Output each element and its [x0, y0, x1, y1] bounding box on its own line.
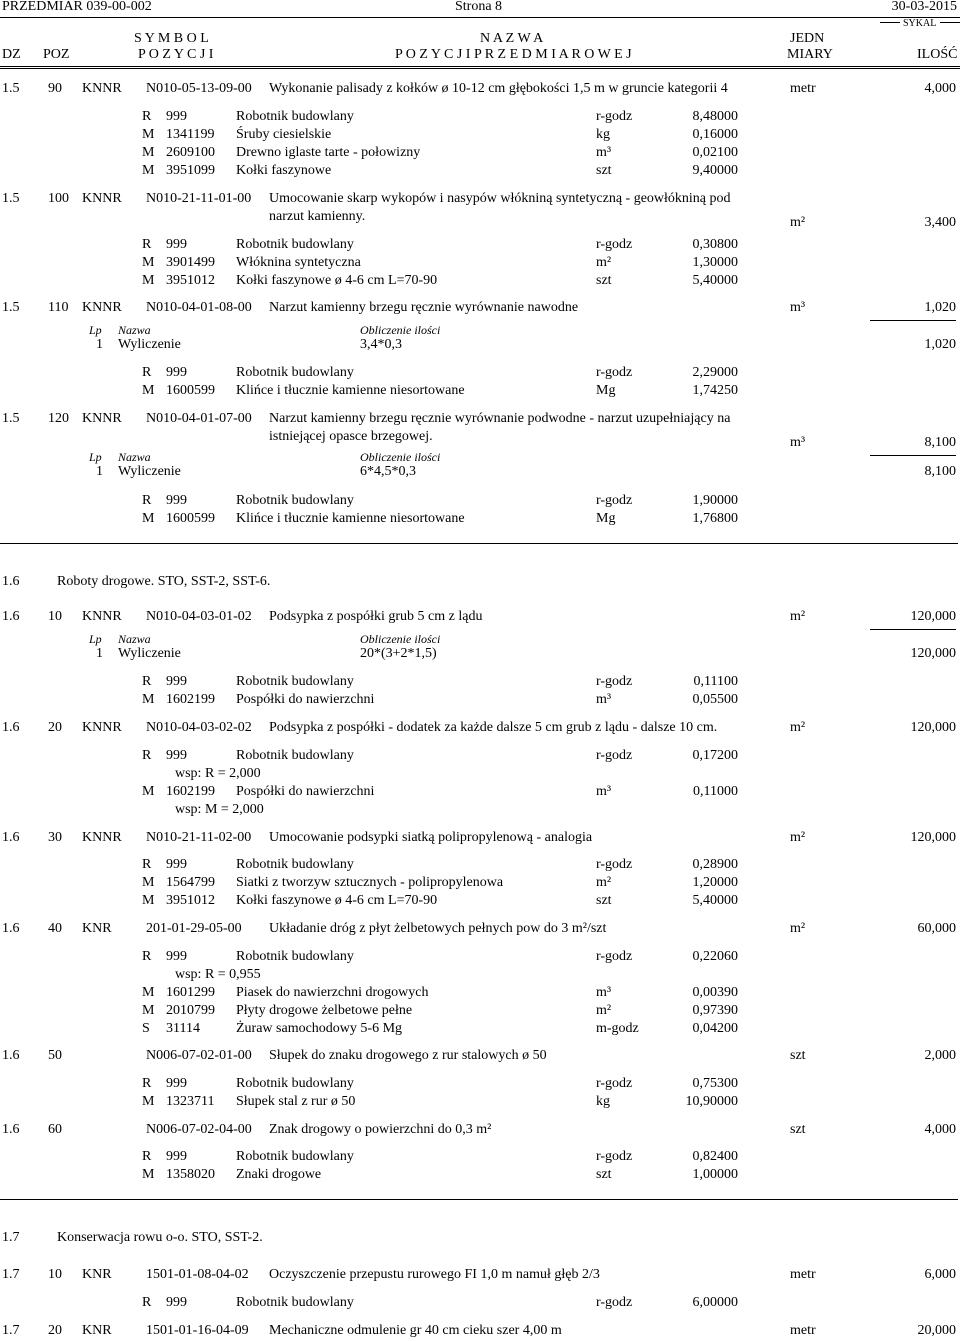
resource-name: Robotnik budowlany	[236, 493, 354, 508]
position-quantity: 60,000	[917, 921, 956, 936]
position-dz: 1.6	[2, 720, 20, 735]
resource-type: R	[142, 748, 152, 763]
catalog-code: KNR	[82, 1267, 112, 1282]
resource-norm: 0,82400	[692, 1149, 738, 1164]
position-symbol: N010-04-03-02-02	[146, 720, 252, 735]
resource-type: M	[142, 511, 155, 526]
resource-code: 1358020	[166, 1167, 215, 1182]
calc-header-nazwa: Nazwa	[118, 323, 151, 337]
resource-norm: 0,97390	[692, 1003, 738, 1018]
position-symbol: 1501-01-08-04-02	[146, 1267, 249, 1282]
resource-norm: 8,48000	[692, 109, 738, 124]
resource-type: M	[142, 383, 155, 398]
col-miary-label: MIARY	[787, 47, 833, 62]
calc-header-nazwa: Nazwa	[118, 632, 151, 646]
doc-title: PRZEDMIAR 039-00-002	[2, 0, 152, 14]
resource-type: R	[142, 109, 152, 124]
position-dz: 1.7	[2, 1323, 20, 1338]
position-description: Oczyszczenie przepustu rurowego FI 1,0 m namuł głęb 2/3	[269, 1267, 600, 1282]
resource-norm: 5,40000	[692, 273, 738, 288]
calc-header-lp: Lp	[89, 323, 102, 337]
resource-norm: 0,05500	[692, 692, 738, 707]
resource-norm: 0,30800	[692, 237, 738, 252]
catalog-code: KNNR	[82, 830, 122, 845]
resource-norm: 9,40000	[692, 163, 738, 178]
position-quantity: 2,000	[924, 1048, 956, 1063]
resource-norm: 0,17200	[692, 748, 738, 763]
resource-name: Robotnik budowlany	[236, 237, 354, 252]
catalog-code: KNNR	[82, 411, 122, 426]
resource-name: Żuraw samochodowy 5-6 Mg	[236, 1021, 403, 1036]
coefficient: wsp: R = 0,955	[175, 967, 261, 982]
coefficient: wsp: R = 2,000	[175, 766, 261, 781]
resource-code: 999	[166, 493, 187, 508]
resource-norm: 0,75300	[692, 1076, 738, 1091]
resource-unit: kg	[596, 127, 610, 142]
calc-expression: 6*4,5*0,3	[360, 464, 416, 479]
calc-lp: 1	[96, 464, 103, 479]
calc-header-lp: Lp	[89, 450, 102, 464]
catalog-code: KNNR	[82, 609, 122, 624]
resource-unit: m³	[596, 692, 612, 707]
resource-name: Robotnik budowlany	[236, 1149, 354, 1164]
position-quantity: 120,000	[910, 830, 956, 845]
resource-norm: 0,28900	[692, 857, 738, 872]
resource-type: R	[142, 1076, 152, 1091]
resource-type: R	[142, 857, 152, 872]
calc-name: Wyliczenie	[118, 646, 181, 661]
position-unit: m²	[790, 921, 806, 936]
resource-code: 1602199	[166, 784, 215, 799]
resource-norm: 10,90000	[685, 1094, 738, 1109]
position-dz: 1.5	[2, 81, 20, 96]
position-number: 20	[48, 1323, 62, 1338]
catalog-code: KNNR	[82, 81, 122, 96]
resource-name: Pospółki do nawierzchni	[236, 784, 375, 799]
position-symbol: N010-21-11-02-00	[146, 830, 252, 845]
resource-unit: r-godz	[596, 857, 633, 872]
position-description: Wykonanie palisady z kołków ø 10-12 cm głębokości 1,5 m w gruncie kategorii 4	[269, 81, 728, 96]
resource-name: Robotnik budowlany	[236, 674, 354, 689]
resource-unit: szt	[596, 893, 612, 908]
position-unit: m²	[790, 215, 806, 230]
resource-code: 3951099	[166, 163, 215, 178]
resource-code: 999	[166, 857, 187, 872]
resource-name: Robotnik budowlany	[236, 365, 354, 380]
resource-code: 3901499	[166, 255, 215, 270]
resource-unit: szt	[596, 273, 612, 288]
resource-unit: m²	[596, 255, 612, 270]
resource-unit: r-godz	[596, 1149, 633, 1164]
resource-type: M	[142, 127, 155, 142]
resource-norm: 0,16000	[692, 127, 738, 142]
resource-norm: 0,11100	[693, 674, 738, 689]
resource-code: 1323711	[166, 1094, 215, 1109]
resource-name: Śruby ciesielskie	[236, 127, 332, 142]
resource-code: 1564799	[166, 875, 215, 890]
calc-header-nazwa: Nazwa	[118, 450, 151, 464]
position-description: Umocowanie podsypki siatką polipropylenową - analogia	[269, 830, 593, 845]
resource-type: M	[142, 1003, 155, 1018]
position-number: 100	[48, 191, 69, 206]
position-number: 10	[48, 609, 62, 624]
position-dz: 1.6	[2, 609, 20, 624]
calc-value: 120,000	[910, 646, 956, 661]
position-number: 10	[48, 1267, 62, 1282]
resource-name: Włóknina syntetyczna	[236, 255, 361, 270]
resource-code: 999	[166, 748, 187, 763]
position-dz: 1.6	[2, 1048, 20, 1063]
calc-value: 8,100	[924, 464, 956, 479]
position-symbol: N006-07-02-04-00	[146, 1122, 252, 1137]
resource-unit: r-godz	[596, 109, 633, 124]
resource-code: 2609100	[166, 145, 215, 160]
calc-header-obliczenie: Obliczenie ilości	[360, 323, 441, 337]
calc-lp: 1	[96, 337, 103, 352]
resource-code: 999	[166, 365, 187, 380]
resource-code: 1341199	[166, 127, 215, 142]
quantity-underline	[870, 629, 956, 630]
coefficient: wsp: M = 2,000	[175, 802, 264, 817]
position-dz: 1.5	[2, 411, 20, 426]
position-unit: m²	[790, 720, 806, 735]
calc-lp: 1	[96, 646, 103, 661]
resource-unit: m³	[596, 985, 612, 1000]
resource-norm: 1,00000	[692, 1167, 738, 1182]
sykal-rule-right	[940, 22, 960, 23]
resource-type: R	[142, 493, 152, 508]
resource-name: Kołki faszynowe	[236, 163, 332, 178]
position-dz: 1.5	[2, 191, 20, 206]
resource-name: Płyty drogowe żelbetowe pełne	[236, 1003, 413, 1018]
position-unit: metr	[790, 81, 816, 96]
position-number: 110	[48, 300, 69, 315]
resource-code: 3951012	[166, 273, 215, 288]
resource-unit: m³	[596, 145, 612, 160]
resource-unit: r-godz	[596, 493, 633, 508]
position-unit: szt	[790, 1048, 806, 1063]
position-description-cont: narzut kamienny.	[269, 209, 366, 224]
resource-type: M	[142, 145, 155, 160]
resource-norm: 0,04200	[692, 1021, 738, 1036]
resource-norm: 1,90000	[692, 493, 738, 508]
position-description: Słupek do znaku drogowego z rur stalowych ø 50	[269, 1048, 547, 1063]
resource-code: 1602199	[166, 692, 215, 707]
calc-header-lp: Lp	[89, 632, 102, 646]
col-nazwa-label-2: P O Z Y C J I P R Z E D M I A R O W E J	[395, 47, 632, 62]
catalog-code: KNR	[82, 1323, 112, 1338]
catalog-code: KNR	[82, 921, 112, 936]
position-description: Podsypka z pospółki grub 5 cm z lądu	[269, 609, 483, 624]
position-quantity: 120,000	[910, 720, 956, 735]
resource-unit: r-godz	[596, 748, 633, 763]
position-quantity: 1,020	[924, 300, 956, 315]
header-bottom-rule	[0, 66, 960, 69]
catalog-code: KNNR	[82, 300, 122, 315]
position-symbol: N010-04-01-07-00	[146, 411, 252, 426]
resource-type: M	[142, 273, 155, 288]
calc-name: Wyliczenie	[118, 464, 181, 479]
sykal-label: SYKAL	[903, 18, 937, 29]
quantity-underline	[870, 320, 956, 321]
resource-unit: szt	[596, 163, 612, 178]
resource-norm: 0,22060	[692, 949, 738, 964]
section-number: 1.7	[2, 1230, 20, 1245]
resource-code: 999	[166, 1076, 187, 1091]
resource-type: R	[142, 674, 152, 689]
resource-code: 999	[166, 237, 187, 252]
position-quantity: 4,000	[924, 81, 956, 96]
position-unit: m²	[790, 830, 806, 845]
resource-type: M	[142, 985, 155, 1000]
resource-norm: 5,40000	[692, 893, 738, 908]
header-rule	[0, 17, 960, 18]
resource-name: Piasek do nawierzchni drogowych	[236, 985, 429, 1000]
resource-unit: Mg	[596, 511, 616, 526]
resource-code: 1600599	[166, 383, 215, 398]
resource-norm: 1,76800	[692, 511, 738, 526]
resource-type: M	[142, 163, 155, 178]
resource-name: Robotnik budowlany	[236, 109, 354, 124]
resource-code: 31114	[166, 1021, 200, 1036]
resource-name: Kołki faszynowe ø 4-6 cm L=70-90	[236, 893, 438, 908]
sykal-rule-left	[880, 22, 900, 23]
resource-norm: 1,30000	[692, 255, 738, 270]
position-symbol: N010-05-13-09-00	[146, 81, 252, 96]
resource-unit: kg	[596, 1094, 610, 1109]
resource-code: 3951012	[166, 893, 215, 908]
resource-norm: 0,02100	[692, 145, 738, 160]
position-number: 20	[48, 720, 62, 735]
resource-norm: 2,29000	[692, 365, 738, 380]
position-quantity: 8,100	[924, 435, 956, 450]
resource-name: Robotnik budowlany	[236, 1076, 354, 1091]
resource-name: Robotnik budowlany	[236, 748, 354, 763]
calc-header-obliczenie: Obliczenie ilości	[360, 632, 441, 646]
resource-type: M	[142, 1094, 155, 1109]
resource-unit: r-godz	[596, 949, 633, 964]
position-symbol: 1501-01-16-04-09	[146, 1323, 249, 1338]
resource-norm: 1,20000	[692, 875, 738, 890]
position-number: 50	[48, 1048, 62, 1063]
position-number: 40	[48, 921, 62, 936]
position-quantity: 4,000	[924, 1122, 956, 1137]
resource-name: Robotnik budowlany	[236, 857, 354, 872]
position-unit: metr	[790, 1267, 816, 1282]
resource-unit: r-godz	[596, 1076, 633, 1091]
position-unit: m³	[790, 300, 806, 315]
resource-type: R	[142, 1149, 152, 1164]
resource-type: R	[142, 1295, 152, 1310]
resource-code: 999	[166, 1295, 187, 1310]
quantity-underline	[870, 455, 956, 456]
position-quantity: 120,000	[910, 609, 956, 624]
calc-expression: 3,4*0,3	[360, 337, 402, 352]
section-rule	[0, 543, 958, 544]
resource-code: 1601299	[166, 985, 215, 1000]
position-dz: 1.6	[2, 921, 20, 936]
resource-unit: m³	[596, 784, 612, 799]
position-number: 90	[48, 81, 62, 96]
resource-unit: Mg	[596, 383, 616, 398]
resource-name: Siatki z tworzyw sztucznych - polipropylenowa	[236, 875, 504, 890]
resource-type: R	[142, 237, 152, 252]
resource-type: M	[142, 875, 155, 890]
position-description: Podsypka z pospółki - dodatek za każde dalsze 5 cm grub z lądu - dalsze 10 cm.	[269, 720, 718, 735]
print-date: 30-03-2015	[891, 0, 957, 14]
resource-code: 999	[166, 674, 187, 689]
col-ilosc-label: ILOŚĆ	[917, 47, 958, 62]
position-number: 60	[48, 1122, 62, 1137]
position-symbol: N010-21-11-01-00	[146, 191, 252, 206]
resource-code: 999	[166, 949, 187, 964]
resource-unit: r-godz	[596, 237, 633, 252]
position-unit: szt	[790, 1122, 806, 1137]
resource-type: M	[142, 893, 155, 908]
position-description: Umocowanie skarp wykopów i nasypów włókniną syntetyczną - geowłókniną pod	[269, 191, 731, 206]
position-description: Układanie dróg z płyt żelbetowych pełnych pow do 3 m²/szt	[269, 921, 607, 936]
col-jedn-label: JEDN	[790, 31, 825, 46]
resource-unit: m²	[596, 875, 612, 890]
resource-code: 999	[166, 1149, 187, 1164]
resource-name: Robotnik budowlany	[236, 1295, 354, 1310]
resource-code: 1600599	[166, 511, 215, 526]
position-description: Mechaniczne odmulenie gr 40 cm cieku szer 4,00 m	[269, 1323, 562, 1338]
col-poz: POZ	[43, 47, 70, 62]
resource-unit: r-godz	[596, 1295, 633, 1310]
col-symbol-label: S Y M B O L	[134, 31, 209, 46]
position-symbol: N006-07-02-01-00	[146, 1048, 252, 1063]
resource-code: 2010799	[166, 1003, 215, 1018]
resource-name: Pospółki do nawierzchni	[236, 692, 375, 707]
resource-name: Kołki faszynowe ø 4-6 cm L=70-90	[236, 273, 438, 288]
resource-unit: r-godz	[596, 365, 633, 380]
position-unit: m³	[790, 435, 806, 450]
position-symbol: 201-01-29-05-00	[146, 921, 242, 936]
resource-unit: m-godz	[596, 1021, 639, 1036]
resource-type: M	[142, 784, 155, 799]
position-dz: 1.7	[2, 1267, 20, 1282]
calc-value: 1,020	[924, 337, 956, 352]
position-symbol: N010-04-01-08-00	[146, 300, 252, 315]
position-unit: metr	[790, 1323, 816, 1338]
resource-code: 999	[166, 109, 187, 124]
calc-expression: 20*(3+2*1,5)	[360, 646, 437, 661]
resource-type: M	[142, 692, 155, 707]
position-description-cont: istniejącej opasce brzegowej.	[269, 429, 433, 444]
resource-name: Robotnik budowlany	[236, 949, 354, 964]
position-quantity: 6,000	[924, 1267, 956, 1282]
resource-type: M	[142, 1167, 155, 1182]
resource-type: R	[142, 365, 152, 380]
resource-norm: 0,11000	[693, 784, 738, 799]
resource-type: R	[142, 949, 152, 964]
resource-type: M	[142, 255, 155, 270]
col-symbol-label-2: P O Z Y C J I	[138, 47, 214, 62]
resource-name: Znaki drogowe	[236, 1167, 322, 1182]
col-nazwa-label: N A Z W A	[480, 31, 544, 46]
resource-type: S	[142, 1021, 150, 1036]
position-quantity: 20,000	[917, 1323, 956, 1338]
calc-header-obliczenie: Obliczenie ilości	[360, 450, 441, 464]
resource-name: Drewno iglaste tarte - połowizny	[236, 145, 421, 160]
resource-norm: 0,00390	[692, 985, 738, 1000]
resource-unit: m²	[596, 1003, 612, 1018]
section-title: Roboty drogowe. STO, SST-2, SST-6.	[57, 574, 271, 589]
position-description: Narzut kamienny brzegu ręcznie wyrównanie podwodne - narzut uzupełniający na	[269, 411, 731, 426]
section-rule	[0, 1199, 958, 1200]
position-description: Narzut kamienny brzegu ręcznie wyrównanie nawodne	[269, 300, 579, 315]
position-quantity: 3,400	[924, 215, 956, 230]
resource-name: Słupek stal z rur ø 50	[236, 1094, 356, 1109]
page-number: Strona 8	[455, 0, 503, 14]
resource-name: Klińce i tłucznie kamienne niesortowane	[236, 383, 465, 398]
resource-name: Klińce i tłucznie kamienne niesortowane	[236, 511, 465, 526]
position-dz: 1.6	[2, 1122, 20, 1137]
position-dz: 1.6	[2, 830, 20, 845]
calc-name: Wyliczenie	[118, 337, 181, 352]
position-number: 30	[48, 830, 62, 845]
section-title: Konserwacja rowu o-o. STO, SST-2.	[57, 1230, 263, 1245]
catalog-code: KNNR	[82, 720, 122, 735]
catalog-code: KNNR	[82, 191, 122, 206]
position-number: 120	[48, 411, 69, 426]
position-dz: 1.5	[2, 300, 20, 315]
section-number: 1.6	[2, 574, 20, 589]
col-dz: DZ	[2, 47, 21, 62]
position-symbol: N010-04-03-01-02	[146, 609, 252, 624]
position-unit: m²	[790, 609, 806, 624]
resource-unit: r-godz	[596, 674, 633, 689]
resource-unit: szt	[596, 1167, 612, 1182]
resource-norm: 1,74250	[692, 383, 738, 398]
position-description: Znak drogowy o powierzchni do 0,3 m²	[269, 1122, 492, 1137]
resource-norm: 6,00000	[692, 1295, 738, 1310]
